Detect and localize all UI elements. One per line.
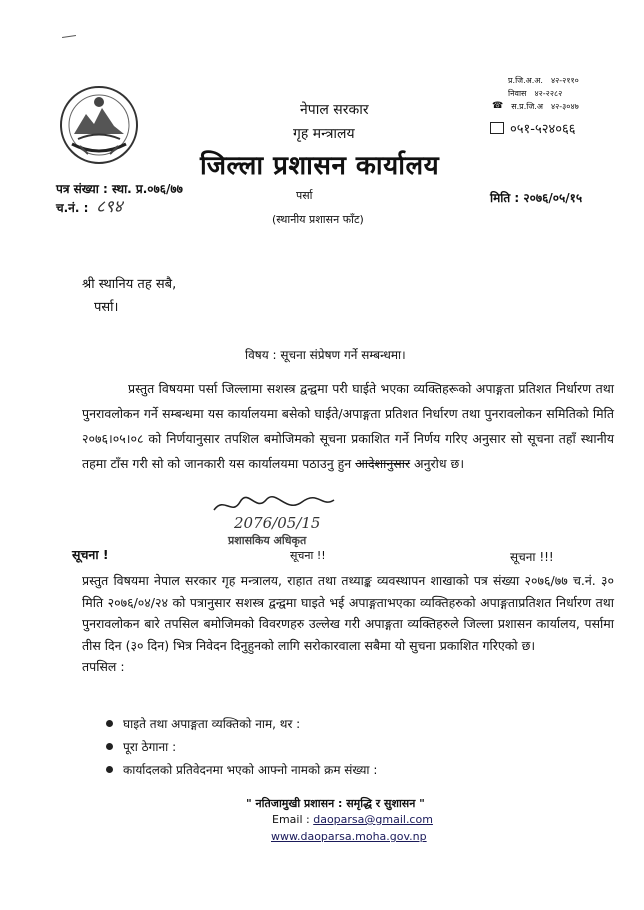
letter-date: मिति : २०७६/०५/१५ bbox=[490, 191, 583, 205]
fax-icon bbox=[490, 122, 504, 134]
government-name: नेपाल सरकार bbox=[300, 102, 369, 118]
motto: " नतिजामुखी प्रशासन : समृद्धि र सुशासन " bbox=[246, 797, 425, 810]
website-link[interactable]: www.daoparsa.moha.gov.np bbox=[271, 830, 427, 843]
email-label: Email : bbox=[272, 813, 314, 826]
contact-label: स.प्र.जि.अ bbox=[511, 102, 543, 111]
list-item-text: कार्यादलको प्रतिवेदनमा भएको आफ्नो नामको क्रम संख्या : bbox=[123, 763, 378, 777]
struck-word: आदेशानुसार bbox=[355, 456, 411, 471]
bullet-icon bbox=[106, 743, 113, 750]
list-item bbox=[106, 735, 377, 758]
office-location: पर्सा bbox=[296, 189, 313, 202]
list-item bbox=[106, 712, 377, 735]
recipient-line: श्री स्थानिय तह सबै, bbox=[82, 277, 177, 292]
nepal-emblem-icon bbox=[58, 84, 140, 166]
list-item-text: घाइते तथा अपाङ्गता व्यक्तिको नाम, थर : bbox=[123, 717, 301, 731]
body-paragraph bbox=[82, 376, 614, 476]
letter-number: पत्र संख्या : स्था. प्र.०७६/७७ bbox=[56, 182, 183, 196]
email-line bbox=[272, 813, 433, 826]
bullet-icon bbox=[106, 766, 113, 773]
list-item-text: पूरा ठेगाना : bbox=[123, 740, 177, 754]
body-text: प्रस्तुत विषयमा पर्सा जिल्लामा सशस्त्र द्वन्द्वमा परी घाईते भएका व्यक्तिहरूको अपाङ्गता प्रतिशत निर्धारण तथा पुनरावलोकन गर्ने सम्बन्धमा यस कार्यालयमा बसेको घाईते/अपाङ्गता प्रतिशत निर्धारण तथा पुनरावलोकन समितिको मिति २०७६।०५।०८ को निर्णयानुसार तपशिल बमोजिमको सूचना प्रकाशित गर्ने निर्णय गरिए अनुसार सो सूचना तहाँ स्थानीय तहमा टाँस गरी सो को जानकारी यस कार्यालयमा पठाउनु हुन bbox=[82, 381, 614, 471]
section-name: (स्थानीय प्रशासन फाँट) bbox=[272, 213, 364, 226]
contact-row bbox=[508, 87, 563, 100]
stamp-text: प्रशासकिय अधिकृत bbox=[228, 534, 307, 547]
contact-value: ४२-२२८२ bbox=[534, 89, 563, 98]
email-link[interactable]: daoparsa@gmail.com bbox=[313, 813, 433, 826]
bullet-icon bbox=[106, 720, 113, 727]
details-heading: तपसिल : bbox=[82, 659, 125, 674]
office-name: जिल्ला प्रशासन कार्यालय bbox=[200, 151, 440, 181]
contact-value: ४२-२११० bbox=[550, 76, 579, 85]
subject-line: विषय : सूचना संप्रेषण गर्ने सम्बन्धमा। bbox=[245, 348, 406, 362]
contact-row bbox=[492, 100, 579, 113]
contact-label: निवास bbox=[508, 89, 527, 98]
recipient-place: पर्सा। bbox=[94, 300, 119, 315]
phone-icon: ☎ bbox=[492, 101, 504, 111]
details-list bbox=[106, 712, 377, 781]
list-item bbox=[106, 758, 377, 781]
dispatch-label: च.नं. : bbox=[56, 201, 89, 215]
signature-date: 2076/05/15 bbox=[234, 514, 321, 532]
notice-heading-mid: सूचना !! bbox=[290, 549, 326, 562]
contact-block bbox=[492, 74, 579, 113]
notice-heading-left: सूचना ! bbox=[72, 547, 109, 562]
fax-value: ०५१-५२४०६६ bbox=[510, 122, 576, 137]
fax-number bbox=[490, 119, 576, 137]
contact-label: प्र.जि.अ.अ. bbox=[508, 76, 543, 85]
contact-value: ४२-३०४७ bbox=[550, 102, 579, 111]
notice-paragraph: प्रस्तुत विषयमा नेपाल सरकार गृह मन्त्रालय, राहात तथा तथ्याङ्क व्यवस्थापन शाखाको पत्र संख्या २०७६/७७ च.नं. ३० मिति २०७६/०४/२४ को पत्रानुसार सशस्त्र द्वन्द्वमा घाइते भई अपाङ्गताभएका व्यक्तिहरुको अपाङ्गताप्रतिशत निर्धारण तथा पुनरावलोकन बारे तपसिल बमोजिमको विवरणहरु उल्लेख गरी अपाङ्गता व्यक्तिहरुले जिल्ला प्रशासन कार्यालय, पर्सामा तीस दिन (३० दिन) भित्र निवेदन दिनुहुनको लागि सरोकारवाला सबैमा यो सुचना प्रकाशित गरिएको छ। bbox=[82, 573, 614, 653]
notice-heading-right: सूचना !!! bbox=[510, 550, 554, 564]
body-text-end: अनुरोध छ। bbox=[410, 456, 465, 471]
ministry-name: गृह मन्त्रालय bbox=[293, 126, 355, 142]
dispatch-number: ८९४ bbox=[96, 197, 123, 217]
signature-stamp bbox=[210, 492, 350, 548]
contact-row bbox=[508, 74, 579, 87]
scan-mark bbox=[62, 35, 76, 38]
